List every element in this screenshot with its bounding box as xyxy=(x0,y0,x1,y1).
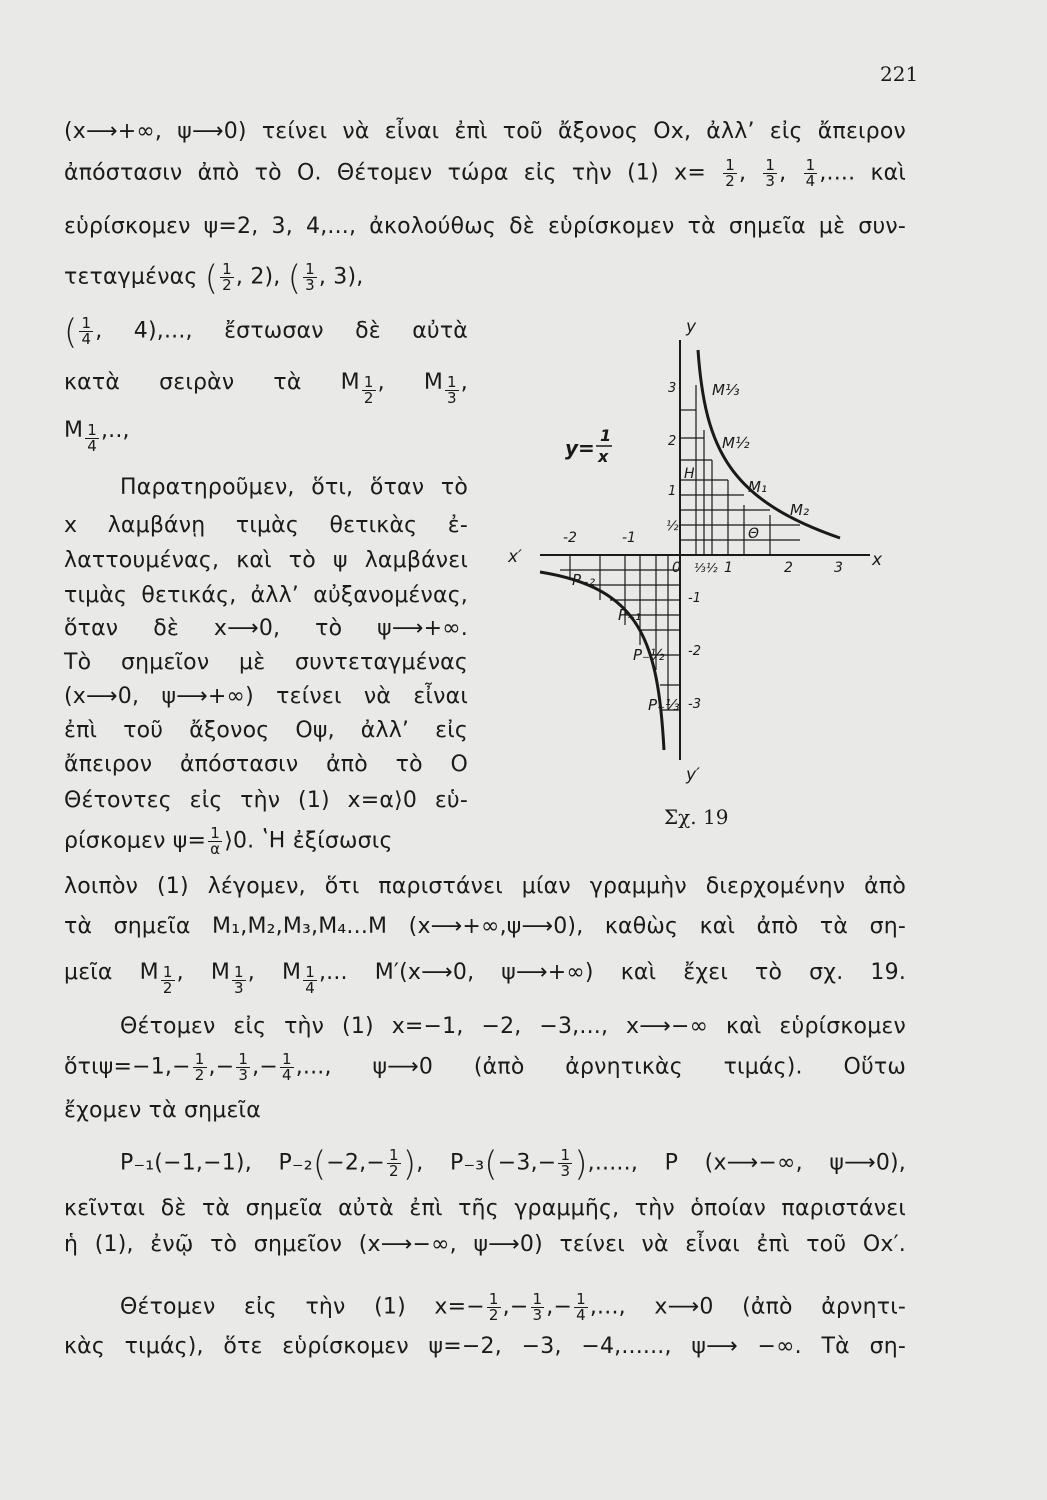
x-tick: -1 xyxy=(622,530,636,546)
text-line: Μ $_{\frac{1}{4}}$ ,.., xyxy=(64,418,130,455)
x-tick: 2 xyxy=(784,560,793,576)
text-line: κὰς τιμάς), ὅτε εὑρίσκομεν ψ=−2, −3, −4,......, ψ⟶ −∞. Τὰ ση- xyxy=(64,1334,906,1359)
text-line: Θέτομεν εἰς τὴν (1) x=−1, −2, −3,..., x⟶−∞ καὶ εὑρίσκομεν xyxy=(120,1014,906,1039)
equation-lhs: y= xyxy=(565,436,595,460)
y-tick: 3 xyxy=(668,381,677,396)
point-label: M⅓ xyxy=(712,381,740,399)
y-tick: 2 xyxy=(668,434,677,449)
point-label: P₋½ xyxy=(633,646,665,664)
x-prime-label: x′ xyxy=(508,547,522,567)
text-line: x λαμβάνῃ τιμὰς θετικὰς ἐ- xyxy=(64,513,468,538)
text-line: εὑρίσκομεν ψ=2, 3, 4,..., ἀκολούθως δὲ εὑρίσκομεν τὰ σημεῖα μὲ συν- xyxy=(64,214,906,239)
text-line: ἀπόστασιν ἀπὸ τὸ Ο. Θέτομεν τώρα εἰς τὴν (1) x= $\frac{1}{2}$ , $\frac{1}{3}$ , $\frac{1}{4}$ ,.... καὶ xyxy=(64,156,907,190)
fraction: $\frac{1}{3}$ xyxy=(765,156,776,190)
text-line: (x⟶0, ψ⟶+∞) τείνει νὰ εἶναι xyxy=(64,684,468,709)
x-tick: ½ xyxy=(706,561,718,575)
equation-numerator: 1 xyxy=(600,426,612,445)
text-line: κατὰ σειρὰν τὰ Μ $_{\frac{1}{2}}$ , Μ $_{\frac{1}{3}}$ , xyxy=(64,370,468,407)
point-label: P₋₂ xyxy=(572,571,595,589)
fraction: $\frac{1}{2}$ xyxy=(725,156,735,190)
text-line: ἡ (1), ἐνῷ τὸ σημεῖον (x⟶−∞, ψ⟶0) τείνει νὰ εἶναι ἐπὶ τοῦ Ox′. xyxy=(64,1232,906,1257)
text-line: τεταγμένας ( $\frac{1}{2}$ , 2), ( $\frac{1}{3}$ , 3), xyxy=(64,258,364,299)
point-label: H xyxy=(684,466,695,482)
x-tick: -2 xyxy=(563,530,577,546)
x-tick: 1 xyxy=(724,560,733,576)
text-line: ἄπειρον ἀπόστασιν ἀπὸ τὸ Ο xyxy=(64,752,468,777)
page-number: 221 xyxy=(880,62,919,86)
y-tick: -3 xyxy=(688,697,701,712)
text-line: λοιπὸν (1) λέγομεν, ὅτι παριστάνει μίαν γραμμὴν διερχομένην ἀπὸ xyxy=(64,874,906,899)
text-line: τιμὰς θετικάς, ἀλλ’ αὐξανομένας, xyxy=(64,583,468,608)
y-tick: ½ xyxy=(666,519,679,534)
y-tick: -1 xyxy=(688,591,701,606)
point-label: M₂ xyxy=(790,501,809,519)
text-line: ( $\frac{1}{4}$ , 4),..., ἔστωσαν δὲ αὐτὰ xyxy=(64,312,468,353)
hyperbola-figure xyxy=(500,310,920,790)
text-line: μεῖα Μ $_{\frac{1}{2}}$ , Μ $_{\frac{1}{3}}$ , Μ $_{\frac{1}{4}}$ ,... Μ′(x⟶0, ψ⟶+∞) καὶ ἔχει τὸ σχ. 19. xyxy=(64,960,907,997)
text-line: (x⟶+∞, ψ⟶0) τείνει νὰ εἶναι ἐπὶ τοῦ ἄξονος Ox, ἀλλ’ εἰς ἄπειρον xyxy=(64,119,906,144)
point-label: M½ xyxy=(722,434,750,452)
origin-label: 0 xyxy=(672,560,681,576)
text-line: ὅταν δὲ x⟶0, τὸ ψ⟶+∞. xyxy=(64,616,468,641)
text-line: ἔχομεν τὰ σημεῖα xyxy=(64,1098,261,1123)
equation-denominator: x xyxy=(598,447,609,466)
text-line: P₋₁(−1,−1), P₋₂(−2,− $\frac{1}{2}$ ), P₋₃(−3,− $\frac{1}{3}$ ),....., P (x⟶−∞, ψ⟶0), xyxy=(120,1144,907,1185)
text-line: ὅτιψ=−1,− $\frac{1}{2}$ ,− $\frac{1}{3}$ ,− $\frac{1}{4}$ ,..., ψ⟶0 (ἀπὸ ἀρνητικὰς τιμάς). Οὕτω xyxy=(64,1050,906,1084)
text-line: Τὸ σημεῖον μὲ συντεταγμένας xyxy=(64,650,468,675)
point-label: P₋₁ xyxy=(618,606,641,624)
text-line: τὰ σημεῖα Μ₁,Μ₂,Μ₃,Μ₄...Μ (x⟶+∞,ψ⟶0), καθὼς καὶ ἀπὸ τὰ ση- xyxy=(64,914,906,939)
text-line: Παρατηροῦμεν, ὅτι, ὅταν τὸ xyxy=(120,475,468,500)
x-tick: ⅓ xyxy=(694,561,706,575)
point-label: Θ xyxy=(748,526,760,542)
x-axis-label: x xyxy=(872,550,883,570)
figure-caption: Σχ. 19 xyxy=(664,805,729,829)
text-line: λαττουμένας, καὶ τὸ ψ λαμβάνει xyxy=(64,548,468,573)
point-label: P₋⅓ xyxy=(648,696,680,714)
text-line: κεῖνται δὲ τὰ σημεῖα αὐτὰ ἐπὶ τῆς γραμμῆς, τὴν ὁποίαν παριστάνει xyxy=(64,1196,906,1221)
y-axis-label: y xyxy=(686,317,697,337)
text-line: Θέτοντες εἰς τὴν (1) x=α⟩0 εὑ- xyxy=(64,788,468,813)
text-line: ἐπὶ τοῦ ἄξονος Οψ, ἀλλ’ εἰς xyxy=(64,718,468,743)
text-line: Θέτομεν εἰς τὴν (1) x=− $\frac{1}{2}$ ,− $\frac{1}{3}$ ,− $\frac{1}{4}$ ,..., x⟶0 (ἀπὸ ἀρνητι- xyxy=(120,1290,906,1324)
x-tick: 3 xyxy=(834,560,843,576)
fraction: $\frac{1}{4}$ xyxy=(805,156,816,190)
text-line: ρίσκομεν ψ= $\frac{1}{\alpha}$ ⟩0. ʽΗ ἐξίσωσις xyxy=(64,824,393,858)
y-tick: -2 xyxy=(688,644,701,659)
point-label: M₁ xyxy=(748,478,767,496)
y-prime-label: y′ xyxy=(686,765,700,785)
y-tick: 1 xyxy=(668,484,677,499)
